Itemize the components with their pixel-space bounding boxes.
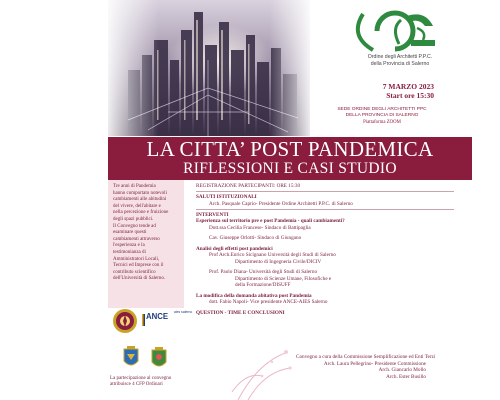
university-seal-icon: [113, 309, 137, 333]
analisi-speaker-1-dept: Dipartimento di Ingegneria Civile/DICIV: [235, 258, 322, 265]
intro-line: cambiamenti alle abitudini: [113, 197, 167, 203]
ance-logo-subtext: aies salerno: [174, 310, 193, 314]
intro-line: degli spazi pubblici.: [113, 216, 154, 222]
organizers-block: [296, 354, 436, 380]
analisi-speaker-2-dept-cont: della Formazione/DISUFF: [235, 282, 291, 288]
analisi-heading: Analisi degli effetti post pandemici: [196, 245, 273, 252]
event-start-time: Start ore 15:30: [386, 91, 434, 100]
intro-line: testimonianza di: [113, 249, 146, 255]
venue-line2: DELLA PROVINCIA DI SALERNO: [345, 112, 419, 118]
intro-line: Tecnici ed Imprese con il: [113, 263, 164, 269]
intro-line: contributo scientifico: [113, 269, 156, 275]
analisi-speaker-1: Prof Arch.Enrico Sicignano Università degli Studi di Salerno: [209, 252, 336, 258]
venue-line1: SEDE ORDINE DEGLI ARCHITETTI PPC: [337, 107, 427, 112]
modifica-heading: La modifica della domanda abitativa post Pandemia: [196, 292, 312, 299]
analisi-speaker-2-dept: Dipartimento di Scienze Umane, Filosofiche e: [235, 275, 332, 282]
esperienza-speaker-2: Cav. Giuseppe Orlotti- Sindaco di Giungano: [209, 235, 302, 241]
program-schedule: [196, 183, 476, 316]
divider: [196, 191, 454, 192]
decorative-flourish: [228, 302, 298, 400]
city-skyline-image: [108, 0, 310, 136]
analisi-speaker-2: Prof. Paolo Diana- Università degli Studi di Salerno: [209, 269, 318, 275]
intro-line: Il Convegno tende ad: [113, 223, 156, 229]
intro-line: Amministratori Locali,: [113, 256, 160, 262]
greetings-heading: SALUTI ISTITUZIONALI: [196, 194, 257, 200]
event-title: LA CITTA’ POST PANDEMICA: [146, 137, 434, 161]
event-date-block: [383, 82, 434, 100]
intro-line: dell'Università di Salerno.: [113, 276, 166, 282]
title-banner: [108, 137, 472, 180]
organizers-line4: Arch. Ester Busillo: [386, 373, 426, 380]
intro-line: del vivere, dell'abitare e: [113, 203, 161, 209]
organizers-line1: Convegno a cura della Commissione Semplificazione ed Enti Terzi: [296, 354, 436, 360]
divider: [196, 209, 454, 210]
question-time-heading: QUESTION - TIME E CONCLUSIONI: [196, 309, 285, 316]
registration-line: REGISTRAZIONE PARTECIPANTI: ORE 15:30: [196, 183, 301, 189]
esperienza-heading: Esperienza sul territorio pre e post Pandemia - quali cambiamenti?: [196, 218, 345, 224]
ance-logo-text: ANCE: [146, 312, 169, 321]
platform-label: Piattaforma ZOOM: [363, 119, 401, 125]
cfp-line2: attribuisce 4 CFP Ordinari: [110, 382, 163, 388]
organizers-line3: Arch. Giancarlo Mollo: [378, 367, 426, 373]
intro-line: nella percezione e fruizione: [113, 210, 169, 216]
event-date: 7 MARZO 2023: [382, 82, 434, 91]
esperienza-speaker-1: Dott.ssa Cecilia Francese- Sindaco di Battipaglia: [209, 224, 311, 231]
intro-line: cambiamenti attraverso: [113, 236, 160, 242]
org-name-line2: della Provincia di Salerno: [370, 60, 430, 67]
intro-line: Tre anni di Pandemia: [113, 184, 156, 189]
intro-line: l'esperienza e la: [113, 243, 145, 249]
intro-sidebar: [108, 180, 184, 308]
ance-mark-icon: [142, 314, 145, 326]
intro-line: esaminare questi: [113, 230, 147, 236]
modifica-speaker: dott. Fabio Napoli- Vice presidente ANCE-AIES Salerno: [209, 299, 328, 305]
cfp-note: [110, 376, 198, 389]
venue-block: [322, 107, 442, 126]
org-name: [335, 54, 465, 67]
cfp-line1: La partecipazione al convegno: [110, 376, 172, 381]
greetings-speaker: Arch. Pasquale Caprio- Presidente Ordine Architetti P.P.C. di Salerno: [209, 200, 353, 207]
battipaglia-crest-icon: [124, 346, 138, 365]
org-name-line1: Ordine degli Architetti P.P.C.: [367, 54, 433, 60]
intro-line: hanno comportato notevoli: [113, 190, 167, 196]
event-subtitle: RIFLESSIONI E CASI STUDIO: [183, 160, 397, 177]
partner-logos-row2: [118, 345, 178, 371]
interventi-heading: INTERVENTI: [196, 211, 229, 218]
organizers-line2: Arch. Laura Pellegrino- Presidente Commissione: [323, 360, 426, 367]
intro-text: [113, 184, 179, 283]
giungano-crest-icon: [152, 347, 166, 366]
ordine-architetti-logo: [345, 6, 455, 56]
